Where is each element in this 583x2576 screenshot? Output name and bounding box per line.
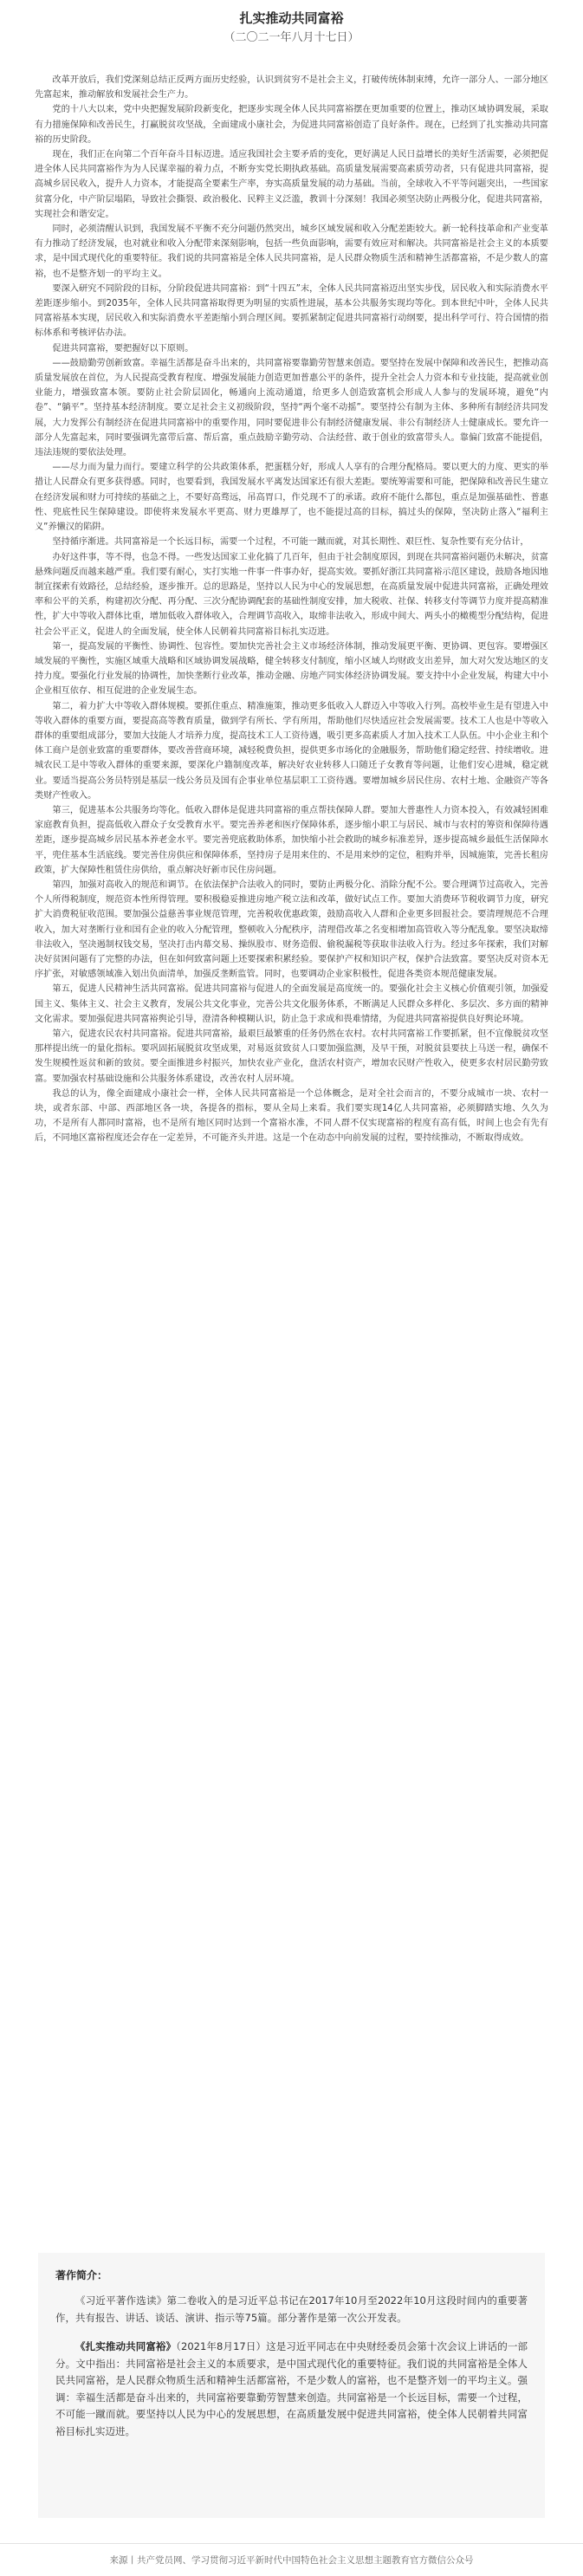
- book-notes-box: [38, 2253, 545, 2518]
- paragraph: 现在，我们正在向第二个百年奋斗目标迈进。适应我国社会主要矛盾的变化，更好满足人民日益增长的美好生活需要，必须把促进全体人民共同富裕作为为人民谋幸福的着力点，不断夯实党长期执政基础。高质量发展需要高素质劳动者，只有促进共同富裕，提高城乡居民收入，提升人力资本，才能提高全要素生产率，夯实高质量发展的动力基础。当前，全球收入不平等问题突出，一些国家贫富分化，中产阶层塌陷，导致社会撕裂、政治极化、民粹主义泛滥，教训十分深刻！我国必须坚决防止两极分化，促进共同富裕，实现社会和谐安定。: [35, 150, 548, 219]
- paragraph: ——尽力而为量力而行。要建立科学的公共政策体系，把蛋糕分好，形成人人享有的合理分配格局。要以更大的力度、更实的举措让人民群众有更多获得感。同时，也要看到，我国发展水平离发达国家还有很大差距。要统筹需要和可能，把保障和改善民生建立在经济发展和财力可持续的基础之上，不要好高骛远，吊高胃口，作兑现不了的承诺。政府不能什么都包，重点是加强基础性、普惠性、兜底性民生保障建设。即使将来发展水平更高、财力更雄厚了，也不能提过高的目标，搞过头的保障，坚决防止落入“福利主义”养懒汉的陷阱。: [35, 463, 548, 533]
- article-reference-description: （2021年8月17日）这是习近平同志在中央财经委员会第十次会议上讲话的一部分。文中指出：共同富裕是社会主义的本质要求，是中国式现代化的重要特征。我们说的共同富裕是全体人民共同富裕，是人民群众物质生活和精神生活都富裕，不是少数人的富裕，也不是整齐划一的平均主义。强调：幸福生活都是奋斗出来的，共同富裕要靠勤劳智慧来创造。共同富裕是一个长远目标，需要一个过程，不可能一蹴而就。要坚持以人民为中心的发展思想，在高质量发展中促进共同富裕，使全体人民朝着共同富裕目标扎实迈进。: [55, 2340, 528, 2437]
- paragraph: ——鼓励勤劳创新致富。幸福生活都是奋斗出来的，共同富裕要靠勤劳智慧来创造。要坚持在发展中保障和改善民生，把推动高质量发展放在首位，为人民提高受教育程度、增强发展能力创造更加普惠公平的条件，提升全社会人力资本和专业技能，提高就业创业能力，增强致富本领。要防止社会阶层固化，畅通向上流动通道，给更多人创造致富机会形成人人参与的发展环境，避免“内卷”、“躺平”。坚持基本经济制度。要立足社会主义初级阶段，坚持“两个毫不动摇”。要坚持公有制为主体、多种所有制经济共同发展，大力发挥公有制经济在促进共同富裕中的重要作用，同时要促进非公有制经济健康发展、非公有制经济人士健康成长。要允许一部分人先富起来，同时要强调先富带后富、帮后富，重点鼓励辛勤劳动、合法经营、敢于创业的致富带头人。靠偏门致富不能提倡，违法违规的要依法处理。: [35, 358, 548, 458]
- article-title: 扎实推动共同富裕: [239, 10, 344, 26]
- paragraph: 办好这件事，等不得，也急不得。一些发达国家工业化搞了几百年，但由于社会制度原因，到现在共同富裕问题仍未解决，贫富悬殊问题反而越来越严重。我们要有耐心，实打实地一件事一件事办好，提高实效。要抓好浙江共同富裕示范区建设，鼓励各地因地制宜探索有效路径，总结经验，逐步推开。总的思路是，坚持以人民为中心的发展思想，在高质量发展中促进共同富裕，正确处理效率和公平的关系，构建初次分配、再分配、三次分配协调配套的基础性制度安排，加大税收、社保、转移支付等调节力度并提高精准性，扩大中等收入群体比重，增加低收入群体收入，合理调节高收入，取缔非法收入，形成中间大、两头小的橄榄型分配结构，促进社会公平正义，促进人的全面发展，使全体人民朝着共同富裕目标扎实迈进。: [35, 552, 548, 637]
- notes-title: 著作简介：: [55, 2269, 108, 2281]
- paragraph: 第四，加强对高收入的规范和调节。在依法保护合法收入的同时，要防止两极分化、消除分配不公。要合理调节过高收入，完善个人所得税制度，规范资本性所得管理。要积极稳妥推进房地产税立法和改革，做好试点工作。要加大消费环节税收调节力度，研究扩大消费税征收范围。要加强公益慈善事业规范管理，完善税收优惠政策，鼓励高收入人群和企业更多回报社会。要清理规范不合理收入，加大对垄断行业和国有企业的收入分配管理，整顿收入分配秩序，清理借改革之名变相增加高管收入等分配乱象。要坚决取缔非法收入，坚决遏制权钱交易，坚决打击内幕交易、操纵股市、财务造假、偷税漏税等获取非法收入行为。经过多年探索，我们对解决好贫困问题有了完整的办法，但在如何致富问题上还要探索积累经验。要保护产权和知识产权，保护合法致富。要坚决反对资本无序扩张，对敏感领域准入划出负面清单，加强反垄断监管。同时，也要调动企业家积极性，促进各类资本规范健康发展。: [35, 879, 548, 980]
- paragraph: 要深入研究不同阶段的目标，分阶段促进共同富裕：到“十四五”末，全体人民共同富裕迈出坚实步伐，居民收入和实际消费水平差距逐步缩小。到2035年，全体人民共同富裕取得更为明显的实质性进展，基本公共服务实现均等化。到本世纪中叶，全体人民共同富裕基本实现，居民收入和实际消费水平差距缩小到合理区间。要抓紧制定促进共同富裕行动纲要，提出科学可行、符合国情的指标体系和考核评估办法。: [35, 283, 548, 339]
- source-line: 来源丨共产党员网、学习贯彻习近平新时代中国特色社会主义思想主题教育官方微信公众号: [0, 2543, 583, 2568]
- article-body: [35, 73, 548, 1146]
- paragraph: 第六，促进农民农村共同富裕。促进共同富裕，最艰巨最繁重的任务仍然在农村。农村共同富裕工作要抓紧，但不宜像脱贫攻坚那样提出统一的量化指标。要巩固拓展脱贫攻坚成果，对易返贫致贫人口要加强监测，及早干预，对脱贫县要扶上马送一程，确保不发生规模性返贫和新的致贫。要全面推进乡村振兴，加快农业产业化，盘活农村资产，增加农民财产性收入，使更多农村居民勤劳致富。要加强农村基础设施和公共服务体系建设，改善农村人居环境。: [35, 1029, 548, 1084]
- book-intro: [55, 2293, 528, 2326]
- paragraph: 同时，必须清醒认识到，我国发展不平衡不充分问题仍然突出，城乡区域发展和收入分配差距较大。新一轮科技革命和产业变革有力推动了经济发展，也对就业和收入分配带来深刻影响，包括一些负面影响，需要有效应对和解决。共同富裕是社会主义的本质要求，是中国式现代化的重要特征。我们说的共同富裕是全体人民共同富裕，是人民群众物质生活和精神生活都富裕，不是少数人的富裕，也不是整齐划一的平均主义。: [35, 224, 548, 279]
- paragraph: 促进共同富裕，要把握好以下原则。: [52, 343, 194, 354]
- paragraph: 第一，提高发展的平衡性、协调性、包容性。要加快完善社会主义市场经济体制，推动发展更平衡、更协调、更包容。要增强区域发展的平衡性，实施区域重大战略和区域协调发展战略，健全转移支付制度，缩小区域人均财政支出差异，加大对欠发达地区的支持力度。要强化行业发展的协调性，加快垄断行业改革，推动金融、房地产同实体经济协调发展。要支持中小企业发展，构建大中小企业相互依存、相互促进的企业发展生态。: [35, 641, 548, 697]
- paragraph: 第二，着力扩大中等收入群体规模。要抓住重点、精准施策，推动更多低收入人群迈入中等收入行列。高校毕业生是有望进入中等收入群体的重要方面，要提高高等教育质量，做到学有所长、学有所用，帮助他们尽快适应社会发展需要。技术工人也是中等收入群体的重要组成部分，要加大技能人才培养力度，提高技术工人工资待遇，吸引更多高素质人才加入技术工人队伍。中小企业主和个体工商户是创业致富的重要群体，要改善营商环境，减轻税费负担，提供更多市场化的金融服务，帮助他们稳定经营、持续增收。进城农民工是中等收入群体的重要来源，要深化户籍制度改革，解决好农业转移人口随迁子女教育等问题，让他们安心进城，稳定就业。要适当提高公务员特别是基层一线公务员及国有企事业单位基层职工工资待遇。要增加城乡居民住房、农村土地、金融资产等各类财产性收入。: [35, 701, 548, 801]
- book-title: 《习近平著作选读》: [75, 2294, 167, 2307]
- book-notes-content: [55, 2267, 528, 2449]
- article-header: [0, 9, 583, 47]
- article-reference-title: 《扎实推动共同富裕》: [75, 2340, 177, 2352]
- article-intro: [55, 2339, 528, 2440]
- paragraph: 坚持循序渐进。共同富裕是一个长远目标，需要一个过程，不可能一蹴而就，对其长期性、艰巨性、复杂性要有充分估计，: [52, 537, 529, 548]
- paragraph: 第三，促进基本公共服务均等化。低收入群体是促进共同富裕的重点帮扶保障人群。要加大普惠性人力资本投入，有效减轻困难家庭教育负担，提高低收入群众子女受教育水平。要完善养老和医疗保障体系，逐步缩小职工与居民、城市与农村的筹资和保障待遇差距，逐步提高城乡居民基本养老金水平。要完善兜底救助体系，加快缩小社会救助的城乡标准差异，逐步提高城乡最低生活保障水平，兜住基本生活底线。要完善住房供应和保障体系，坚持房子是用来住的、不是用来炒的定位，租购并举，因城施策，完善长租房政策，扩大保障性租赁住房供给，重点解决好新市民住房问题。: [35, 805, 548, 875]
- book-description: 第二卷收入的是习近平总书记在2017年10月至2022年10月这段时间内的重要著作，共有报告、讲话、谈话、演讲、指示等75篇。部分著作是第一次公开发表。: [55, 2294, 528, 2324]
- article-date: （二〇二一年八月十七日）: [223, 31, 360, 44]
- paragraph: 改革开放后，我们党深刻总结正反两方面历史经验，认识到贫穷不是社会主义，打破传统体制束缚，允许一部分人、一部分地区先富起来，推动解放和发展社会生产力。: [35, 75, 548, 101]
- paragraph: 第五，促进人民精神生活共同富裕。促进共同富裕与促进人的全面发展是高度统一的。要强化社会主义核心价值观引领，加强爱国主义、集体主义、社会主义教育，发展公共文化事业，完善公共文化服务体系，不断满足人民群众多样化、多层次、多方面的精神文化需求。要加强促进共同富裕舆论引导，澄清各种模糊认识，防止急于求成和畏难情绪，为促进共同富裕提供良好舆论环境。: [35, 984, 548, 1024]
- paragraph: 党的十八大以来，党中央把握发展阶段新变化，把逐步实现全体人民共同富裕摆在更加重要的位置上，推动区域协调发展，采取有力措施保障和改善民生，打赢脱贫攻坚战，全面建成小康社会，为促进共同富裕创造了良好条件。现在，已经到了扎实推动共同富裕的历史阶段。: [35, 105, 548, 145]
- paragraph: 我总的认为，像全面建成小康社会一样，全体人民共同富裕是一个总体概念，是对全社会而言的，不要分成城市一块、农村一块，或者东部、中部、西部地区各一块，各提各的指标，要从全局上来看。我们要实现14亿人共同富裕，必须脚踏实地、久久为功，不是所有人都同时富裕，也不是所有地区同时达到一个富裕水准，不同人群不仅实现富裕的程度有高有低，时间上也会有先有后，不同地区富裕程度还会存在一定差异，不可能齐头并进。这是一个在动态中向前发展的过程，要持续推动，不断取得成效。: [35, 1088, 548, 1144]
